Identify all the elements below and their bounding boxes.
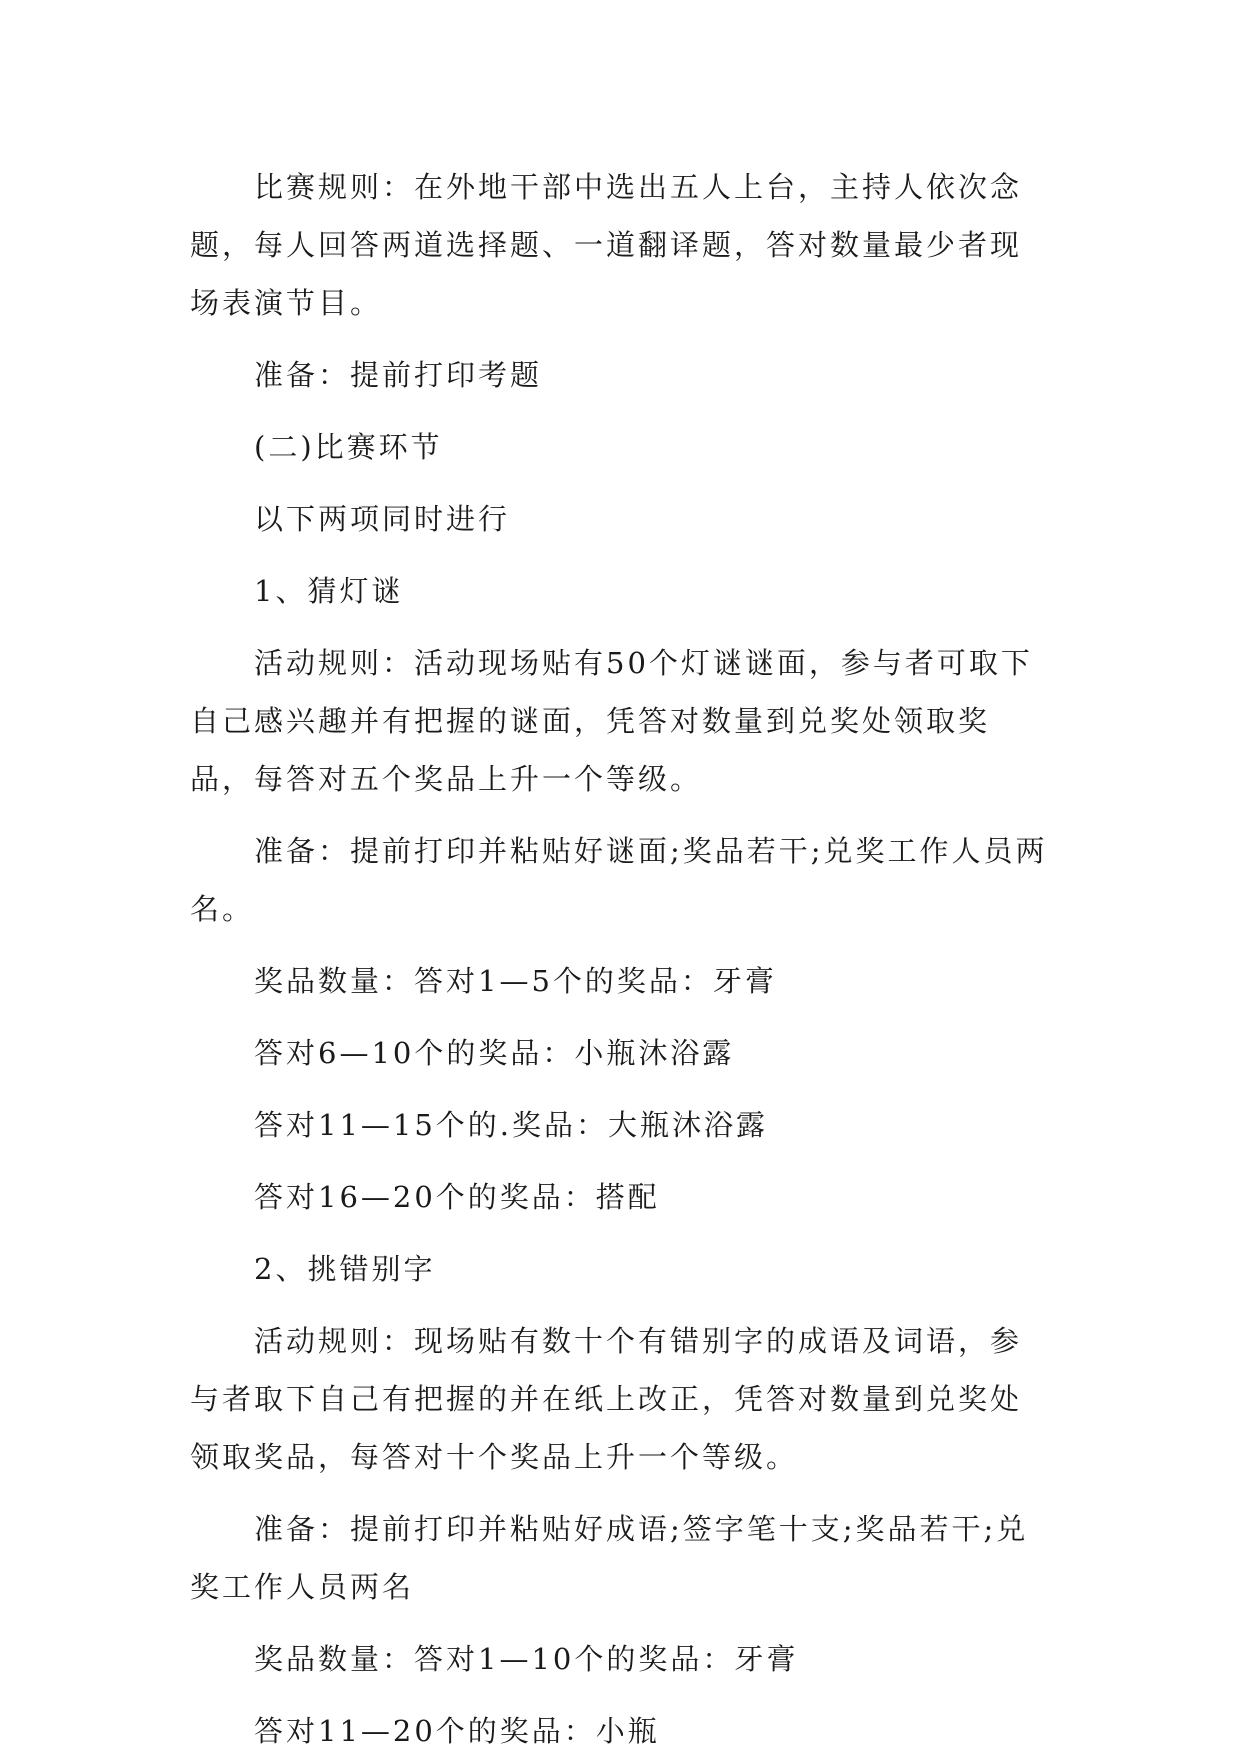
- paragraph-typo-prize-1: 奖品数量：答对1—10个的奖品：牙膏: [254, 1642, 799, 1676]
- item-heading-typo-finding: 2、挑错别字: [254, 1252, 436, 1286]
- paragraph-typo-preparation: 准备：提前打印并粘贴好成语;签字笔十支;奖品若干;兑奖工作人员两名: [190, 1512, 1029, 1604]
- document-body: [190, 158, 1050, 1760]
- paragraph-typo-rules: 活动规则：现场贴有数十个有错别字的成语及词语，参与者取下自己有把握的并在纸上改正，凭答对数量到兑奖处领取奖品，每答对十个奖品上升一个等级。: [190, 1324, 1023, 1474]
- paragraph-riddle-prize-3: 答对11—15个的.奖品：大瓶沐浴露: [254, 1108, 769, 1142]
- paragraph-riddle-preparation: 准备：提前打印并粘贴好谜面;奖品若干;兑奖工作人员两名。: [190, 834, 1048, 926]
- section-heading-competition: (二)比赛环节: [254, 430, 443, 464]
- paragraph-match-preparation: 准备：提前打印考题: [254, 358, 543, 392]
- paragraph-match-rules: 比赛规则：在外地干部中选出五人上台，主持人依次念题，每人回答两道选择题、一道翻译题，答对数量最少者现场表演节目。: [190, 170, 1023, 320]
- paragraph-typo-prize-2: 答对11—20个的奖品：小瓶: [254, 1714, 660, 1748]
- paragraph-riddle-rules: 活动规则：活动现场贴有50个灯谜谜面，参与者可取下自己感兴趣并有把握的谜面，凭答对数量到兑奖处领取奖品，每答对五个奖品上升一个等级。: [190, 646, 1033, 796]
- paragraph-riddle-prize-1: 奖品数量：答对1—5个的奖品：牙膏: [254, 964, 777, 998]
- item-heading-lantern-riddles: 1、猜灯谜: [254, 574, 404, 608]
- paragraph-riddle-prize-4: 答对16—20个的奖品：搭配: [254, 1180, 660, 1214]
- paragraph-parallel-note: 以下两项同时进行: [254, 502, 511, 536]
- paragraph-riddle-prize-2: 答对6—10个的奖品：小瓶沐浴露: [254, 1036, 735, 1070]
